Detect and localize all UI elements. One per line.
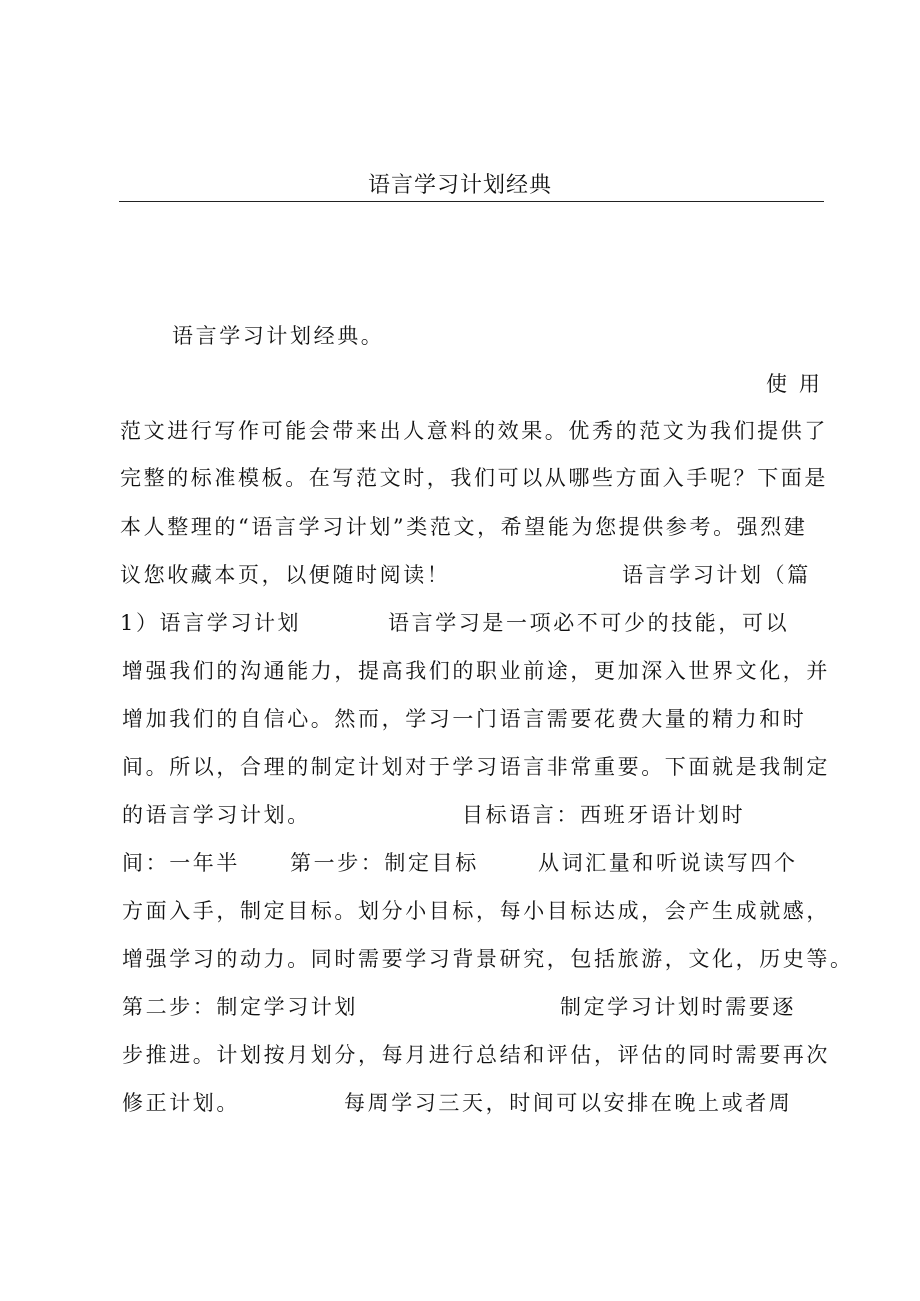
text-line: 步推进。计划按月划分，每月进行总结和评估，评估的同时需要再次 [122, 1043, 830, 1067]
intro-line: 语言学习计划经典。 [172, 324, 385, 348]
text-fragment: 使 用 [766, 372, 823, 396]
text-line: 增强学习的动力。同时需要学习背景研究，包括旅游，文化，历史等。 [122, 947, 854, 971]
text-fragment: 从词汇量和听说读写四个 [538, 851, 798, 875]
text-fragment: 第二步：制定学习计划 [122, 995, 358, 1019]
text-fragment: 每周学习三天，时间可以安排在晚上或者周 [344, 1091, 793, 1115]
text-fragment: 的语言学习计划。 [122, 803, 311, 827]
text-line: 增强我们的沟通能力，提高我们的职业前途，更加深入世界文化，并 [122, 659, 830, 683]
text-fragment: 间：一年半 [122, 851, 240, 875]
text-line: 方面入手，制定目标。划分小目标，每小目标达成，会产生成就感， [122, 899, 830, 923]
text-fragment: 制定学习计划时需要逐 [560, 995, 796, 1019]
text-fragment: 语言学习是一项必不可少的技能，可以 [388, 611, 790, 635]
text-line: 间。所以，合理的制定计划对于学习语言非常重要。下面就是我制定 [122, 755, 830, 779]
text-line: 增加我们的自信心。然而，学习一门语言需要花费大量的精力和时 [122, 707, 807, 731]
text-fragment: 1）语言学习计划 [120, 611, 302, 635]
text-line: 范文进行写作可能会带来出人意料的效果。优秀的范文为我们提供了 [120, 419, 828, 443]
text-fragment: 语言学习计划（篇 [622, 563, 811, 587]
title-underline [119, 201, 824, 202]
text-fragment: 第一步：制定目标 [290, 851, 479, 875]
text-fragment: 修正计划。 [122, 1091, 240, 1115]
text-fragment: 议您收藏本页，以便随时阅读！ [120, 563, 451, 587]
text-fragment: 目标语言：西班牙语计划时 [462, 803, 746, 827]
text-line: 本人整理的“语言学习计划”类范文，希望能为您提供参考。强烈建 [120, 515, 808, 539]
document-title: 语言学习计划经典 [367, 173, 552, 198]
text-line: 完整的标准模板。在写范文时，我们可以从哪些方面入手呢？下面是 [120, 466, 828, 490]
